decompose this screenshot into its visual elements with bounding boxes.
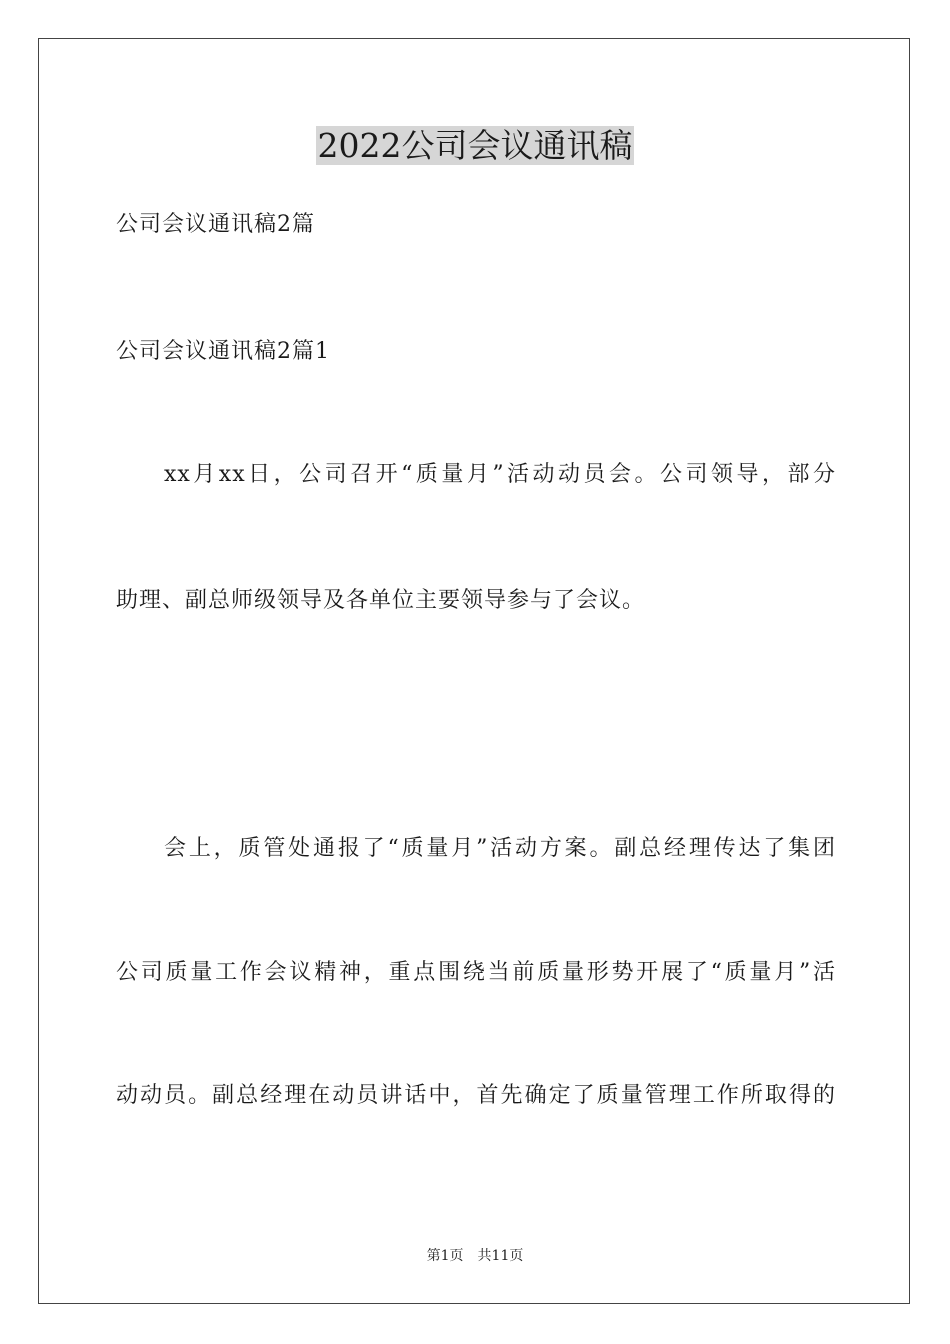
section-heading: 公司会议通讯稿2篇1 (116, 339, 330, 364)
paragraph-line-2: 助理、副总师级领导及各单位主要领导参与了会议。 (116, 588, 646, 613)
page-footer (0, 1246, 950, 1266)
document-title (0, 124, 950, 168)
page-number-current: 第1页 (426, 1248, 464, 1264)
document-title-text: 2022公司会议通讯稿 (317, 126, 633, 165)
paragraph-line-1: xx月xx日，公司召开“质量月”活动动员会。公司领导，部分 (164, 462, 836, 487)
paragraph-line-3: 会上，质管处通报了“质量月”活动方案。副总经理传达了集团 (164, 836, 836, 861)
paragraph-line-4: 公司质量工作会议精神，重点围绕当前质量形势开展了“质量月”活 (116, 960, 836, 985)
paragraph-line-5: 动动员。副总经理在动员讲话中，首先确定了质量管理工作所取得的 (116, 1083, 836, 1108)
page-number-total: 共11页 (477, 1248, 524, 1264)
document-subtitle: 公司会议通讯稿2篇 (116, 212, 315, 237)
